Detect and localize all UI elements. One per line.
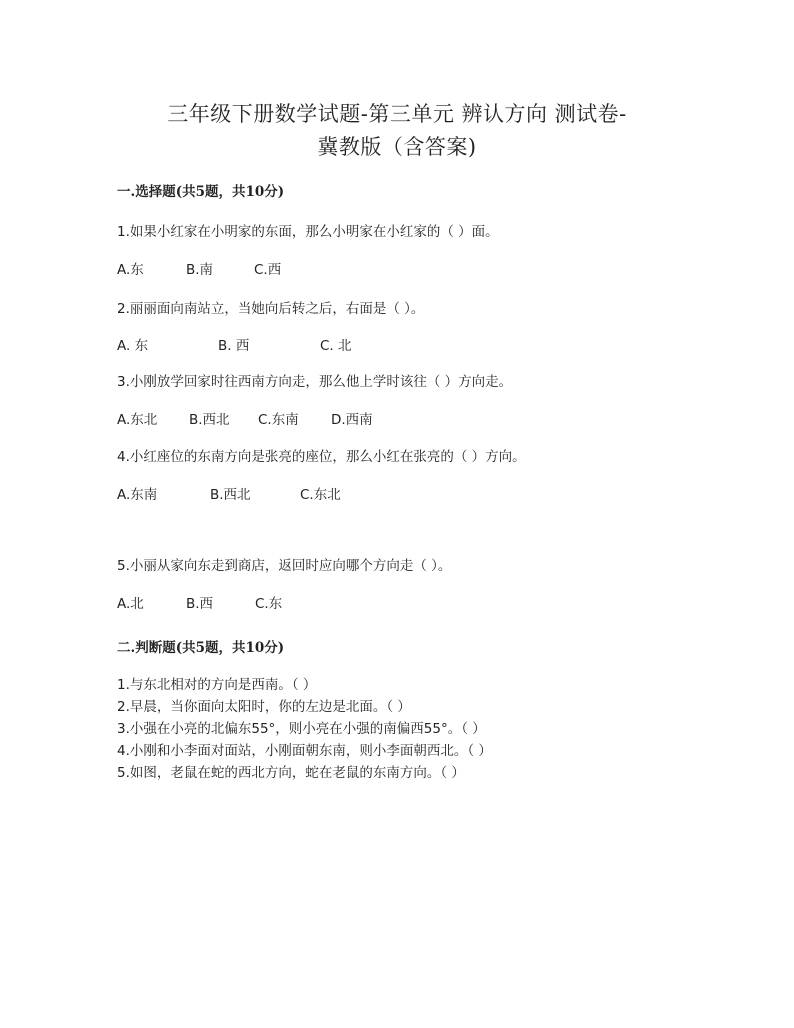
judgement-item-1: 1.与东北相对的方向是西南。（ ） bbox=[117, 677, 317, 693]
judgement-item-4: 4.小刚和小李面对面站，小刚面朝东南，则小李面朝西北。（ ） bbox=[117, 743, 492, 759]
option-a: A.东 bbox=[117, 262, 144, 278]
option-d: D.西南 bbox=[331, 412, 373, 428]
choice-options-2 bbox=[117, 334, 517, 354]
choice-question-2: 2.丽丽面向南站立，当她向后转之后，右面是（ ）。 bbox=[117, 301, 425, 317]
choice-options-3 bbox=[117, 408, 517, 428]
option-a: A. 东 bbox=[117, 338, 149, 354]
choice-question-5: 5.小丽从家向东走到商店，返回时应向哪个方向走（ ）。 bbox=[117, 558, 452, 574]
choice-question-3: 3.小刚放学回家时往西南方向走，那么他上学时该往（ ）方向走。 bbox=[117, 374, 513, 390]
option-b: B.西北 bbox=[189, 412, 230, 428]
judgement-item-2: 2.早晨，当你面向太阳时，你的左边是北面。（ ） bbox=[117, 699, 411, 715]
option-a: A.东南 bbox=[117, 487, 158, 503]
option-c: C.东南 bbox=[258, 412, 299, 428]
section-heading-judgement: 二.判断题(共5题，共10分) bbox=[117, 640, 285, 656]
option-a: A.北 bbox=[117, 596, 144, 612]
option-c: C.东北 bbox=[300, 487, 341, 503]
choice-options-1 bbox=[117, 258, 517, 278]
judgement-item-3: 3.小强在小亮的北偏东55°，则小亮在小强的南偏西55°。（ ） bbox=[117, 721, 486, 737]
choice-options-4 bbox=[117, 483, 517, 503]
choice-question-1: 1.如果小红家在小明家的东面，那么小明家在小红家的（ ）面。 bbox=[117, 224, 499, 240]
option-a: A.东北 bbox=[117, 412, 158, 428]
option-b: B. 西 bbox=[218, 338, 250, 354]
option-c: C.西 bbox=[254, 262, 282, 278]
page-title-line-2: 冀教版（含答案) bbox=[317, 135, 477, 159]
judgement-item-5: 5.如图，老鼠在蛇的西北方向，蛇在老鼠的东南方向。（ ） bbox=[117, 765, 465, 781]
choice-question-4: 4.小红座位的东南方向是张亮的座位，那么小红在张亮的（ ）方向。 bbox=[117, 449, 526, 465]
option-b: B.西 bbox=[186, 596, 214, 612]
option-c: C. 北 bbox=[320, 338, 352, 354]
page-title-line-1: 三年级下册数学试题-第三单元 辨认方向 测试卷- bbox=[167, 102, 627, 126]
option-c: C.东 bbox=[255, 596, 283, 612]
option-b: B.西北 bbox=[210, 487, 251, 503]
option-b: B.南 bbox=[186, 262, 214, 278]
choice-options-5 bbox=[117, 592, 517, 612]
section-heading-choice: 一.选择题(共5题，共10分) bbox=[117, 184, 285, 200]
